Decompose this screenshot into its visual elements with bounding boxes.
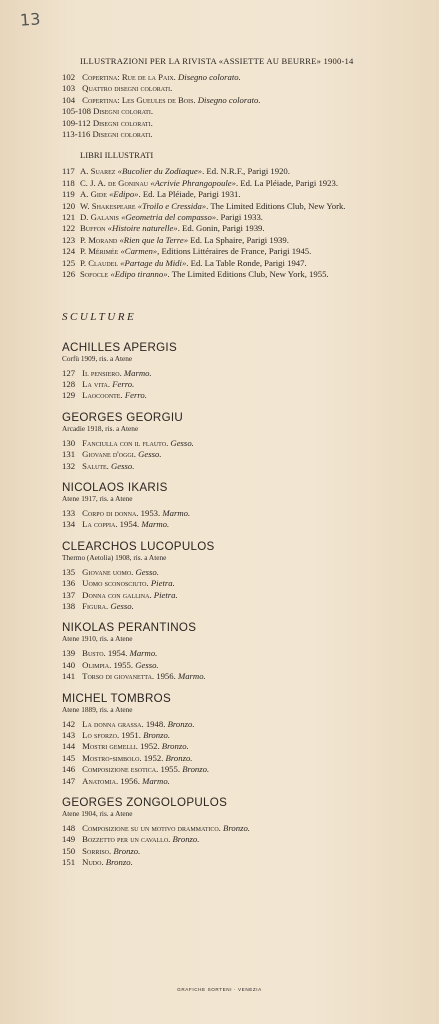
- work-item: [62, 461, 422, 472]
- book-author: Buffon: [80, 223, 106, 234]
- work-material: Pietra.: [150, 578, 175, 589]
- item-name: Disegni colorati.: [93, 106, 154, 117]
- book-edition: . The Limited Editions Club, New York.: [206, 200, 346, 211]
- book-title: «Rien que la Terre»: [119, 234, 189, 245]
- work-item: [62, 368, 422, 379]
- work-item: [62, 823, 422, 834]
- book-author: W. Shakespeare: [80, 200, 136, 211]
- artist-name: NIKOLAS PERANTINOS: [62, 621, 197, 635]
- item-number: 109-112: [62, 117, 91, 128]
- artist-name: GEORGES ZONGOLOPULOS: [62, 796, 228, 810]
- page-number: 13: [19, 9, 41, 30]
- item-title: Rue de la Paix.: [121, 72, 176, 82]
- illustration-item: [62, 129, 422, 140]
- book-item: [62, 201, 422, 212]
- artist-name: GEORGES GEORGIU: [62, 410, 184, 424]
- work-title: Anatomia. 1956.: [82, 775, 140, 786]
- illustration-item: [62, 72, 422, 83]
- book-title: «Troilo e Cressida»: [137, 200, 207, 211]
- book-item: [62, 235, 422, 246]
- book-edition: . Ed. La Pléiade, Parigi 1931.: [138, 189, 241, 200]
- work-item: [62, 519, 422, 530]
- book-author: P. Claudel: [80, 257, 118, 268]
- work-material: Pietra.: [153, 589, 178, 600]
- sculptures-title: SCULTURE: [62, 310, 137, 323]
- artist-birth: Atene 1889, ris. a Atene: [62, 704, 133, 714]
- work-item: [62, 846, 422, 857]
- artist-birth: Atene 1904, ris. a Atene: [62, 809, 133, 819]
- work-material: Bronzo.: [161, 741, 189, 752]
- work-title: Busto. 1954.: [82, 648, 128, 659]
- item-number: 122: [62, 223, 76, 234]
- book-edition: . Parigi 1933.: [216, 212, 263, 223]
- book-author: D. Galanis: [80, 212, 119, 223]
- sculptures-list: [62, 341, 422, 869]
- illustration-item: [62, 106, 422, 117]
- item-number: 102: [62, 72, 76, 82]
- work-material: Bronzo.: [172, 834, 200, 845]
- book-edition: . Ed. N.R.F., Parigi 1920.: [202, 166, 290, 177]
- work-title: Fanciulla con il flauto.: [82, 437, 169, 448]
- book-title: «Acrivie Phrangopoule»: [150, 177, 236, 188]
- book-author: P. Mérimée: [80, 246, 119, 257]
- book-title: «Edipo»: [109, 189, 139, 200]
- book-text: [80, 178, 422, 189]
- work-material: Bronzo.: [143, 730, 171, 740]
- book-item: [62, 223, 422, 234]
- artist-birth: Arcadie 1918, ris. a Atene: [62, 423, 139, 433]
- book-title: «Histoire naturelle»: [107, 223, 178, 234]
- work-material: Bronzo.: [182, 764, 210, 775]
- artist-section: [62, 796, 422, 869]
- work-item: [62, 719, 422, 730]
- printer-footer: GRAFICHE SORTENI · VENEZIA: [177, 987, 262, 992]
- work-title: Sorriso.: [82, 845, 112, 856]
- work-material: Marmo.: [141, 519, 170, 530]
- book-text: [80, 246, 422, 257]
- book-author: P. Morand: [80, 234, 118, 245]
- item-name: Copertina:: [82, 72, 120, 82]
- artist-birth: Corfù 1909, ris. a Atene: [62, 353, 133, 363]
- book-edition: , Editions Littéraires de France, Parigi 1945.: [157, 246, 312, 257]
- work-title: Composizione su un motivo drammatico.: [82, 823, 221, 834]
- work-item: [62, 834, 422, 845]
- work-item: [62, 730, 422, 741]
- work-title: Giovane d'oggi.: [82, 449, 136, 460]
- work-item: [62, 741, 422, 752]
- illustrations-heading: ILLUSTRAZIONI PER LA RIVISTA «ASSIETTE AU BEURRE» 1900-14: [80, 56, 354, 66]
- work-item: [62, 671, 422, 682]
- item-number: 142: [62, 718, 76, 729]
- item-number: 137: [62, 589, 76, 600]
- artist-name: NICOLAOS IKARIS: [62, 480, 168, 494]
- artist-birth: Atene 1917, ris. a Atene: [62, 493, 133, 503]
- book-text: [80, 269, 422, 280]
- book-edition: . Ed. La Pléiade, Parigi 1923.: [235, 177, 338, 188]
- item-number: 117: [62, 166, 75, 177]
- item-name: Disegni colorati.: [92, 129, 153, 140]
- work-material: Gesso.: [135, 659, 159, 670]
- work-material: Bronzo.: [167, 718, 195, 729]
- work-title: Uomo sconosciuto.: [82, 578, 149, 589]
- books-list: [62, 166, 422, 280]
- item-number: 150: [62, 845, 76, 856]
- item-number: 136: [62, 578, 76, 589]
- work-item: [62, 776, 422, 787]
- book-edition: . The Limited Editions Club, New York, 1955.: [167, 269, 329, 280]
- item-number: 140: [62, 659, 76, 670]
- catalogue-content: [62, 56, 422, 878]
- item-number: 145: [62, 752, 76, 763]
- illustrations-list: [62, 72, 422, 140]
- work-title: La coppia. 1954.: [82, 519, 140, 530]
- book-author: C. J. A. de Goninau: [80, 177, 149, 188]
- item-number: 135: [62, 566, 76, 577]
- item-number: 147: [62, 775, 76, 786]
- work-material: Marmo.: [142, 775, 170, 786]
- book-item: [62, 269, 422, 280]
- item-number: 105-108: [62, 106, 91, 117]
- book-text: [80, 201, 422, 212]
- work-item: [62, 660, 422, 671]
- artist-section: [62, 540, 422, 613]
- book-text: [80, 258, 422, 269]
- work-item: [62, 449, 422, 460]
- work-title: Figura.: [82, 600, 109, 611]
- work-item: [62, 379, 422, 390]
- item-number: 124: [62, 246, 76, 257]
- work-material: Bronzo.: [223, 823, 250, 834]
- work-material: Marmo.: [129, 648, 158, 659]
- book-item: [62, 166, 422, 177]
- artist-name: ACHILLES APERGIS: [62, 340, 177, 354]
- item-number: 151: [62, 857, 76, 868]
- item-number: 144: [62, 741, 76, 752]
- work-material: Gesso.: [111, 460, 135, 471]
- work-title: Giovane uomo.: [82, 566, 134, 577]
- book-edition: . Ed. La Table Ronde, Parigi 1947.: [186, 257, 307, 268]
- work-title: Il pensiero.: [82, 367, 122, 378]
- work-material: Bronzo.: [165, 752, 193, 763]
- item-number: 118: [62, 177, 75, 188]
- item-number: 127: [62, 367, 76, 378]
- work-item: [62, 508, 422, 519]
- artist-section: [62, 621, 422, 682]
- book-text: [80, 189, 422, 200]
- work-title: La donna grassa. 1948.: [82, 718, 166, 729]
- item-note: Disegno colorato.: [197, 94, 261, 105]
- work-material: Gesso.: [135, 566, 159, 577]
- artist-name: CLEARCHOS LUCOPULOS: [62, 539, 215, 553]
- book-edition: . Ed. Gonin, Parigi 1939.: [177, 223, 265, 234]
- work-item: [62, 590, 422, 601]
- work-material: Ferro.: [112, 378, 135, 389]
- item-number: 125: [62, 257, 76, 268]
- work-title: Torso di giovanetta. 1956.: [82, 671, 176, 682]
- item-name: Copertina:: [82, 94, 120, 105]
- book-edition: Ed. La Sphaire, Parigi 1939.: [188, 234, 289, 245]
- work-item: [62, 648, 422, 659]
- work-material: Marmo.: [123, 367, 152, 378]
- work-material: Ferro.: [124, 390, 147, 401]
- work-material: Gesso.: [110, 600, 134, 611]
- item-number: 131: [62, 449, 76, 460]
- item-name: Disegni colorati.: [92, 117, 153, 128]
- item-number: 123: [62, 234, 76, 245]
- item-number: 103: [62, 83, 76, 94]
- illustration-item: [62, 118, 422, 129]
- book-title: «Carmen»: [120, 246, 158, 257]
- artist-birth: Atene 1910, ris. a Atene: [62, 634, 133, 644]
- book-text: [80, 166, 422, 177]
- item-number: 139: [62, 648, 76, 659]
- item-name: Quattro disegni colorati.: [82, 83, 173, 94]
- item-number: 128: [62, 378, 76, 389]
- work-title: Donna con gallina.: [82, 589, 152, 600]
- work-item: [62, 753, 422, 764]
- item-number: 126: [62, 269, 76, 280]
- item-number: 148: [62, 823, 76, 834]
- book-item: [62, 212, 422, 223]
- item-number: 149: [62, 834, 76, 845]
- work-title: Composizione esotica. 1955.: [82, 764, 181, 775]
- item-number: 121: [62, 212, 76, 223]
- work-title: Mostri gemelli. 1952.: [82, 741, 160, 752]
- illustration-item: [62, 83, 422, 94]
- work-title: Laocoonte.: [82, 390, 123, 401]
- work-item: [62, 567, 422, 578]
- artist-name: MICHEL TOMBROS: [62, 691, 171, 705]
- item-number: 132: [62, 460, 76, 471]
- book-item: [62, 246, 422, 257]
- item-number: 113-116: [62, 129, 91, 140]
- book-title: «Geometria del compasso»: [121, 212, 217, 223]
- item-number: 141: [62, 671, 76, 682]
- book-author: Sofocle: [80, 269, 109, 280]
- book-title: «Edipo tiranno»: [110, 269, 168, 280]
- work-material: Gesso.: [138, 449, 162, 460]
- book-item: [62, 178, 422, 189]
- artist-section: [62, 341, 422, 402]
- item-number: 138: [62, 600, 76, 611]
- work-material: Marmo.: [177, 671, 206, 682]
- work-title: Olimpia. 1955.: [82, 659, 134, 670]
- item-note: Disegno colorato.: [178, 72, 241, 82]
- book-author: A. Gide: [80, 189, 107, 200]
- work-item: [62, 764, 422, 775]
- books-heading: LIBRI ILLUSTRATI: [80, 150, 154, 161]
- work-material: Bronzo.: [113, 845, 141, 856]
- work-item: [62, 857, 422, 868]
- work-title: Bozzetto per un cavallo.: [82, 834, 171, 845]
- item-number: 134: [62, 519, 76, 530]
- work-title: La vita.: [82, 378, 111, 389]
- work-title: Salute.: [82, 460, 109, 471]
- artist-birth: Thermo (Aetolia) 1908, ris. a Atene: [62, 552, 167, 562]
- work-item: [62, 601, 422, 612]
- artist-section: [62, 481, 422, 531]
- book-title: «Bucolier du Zodiaque»: [117, 166, 203, 177]
- item-number: 120: [62, 200, 76, 211]
- item-number: 104: [62, 94, 76, 105]
- item-number: 146: [62, 764, 76, 775]
- book-text: [80, 235, 422, 246]
- book-title: «Partage du Midi»: [120, 257, 187, 268]
- artist-section: [62, 411, 422, 472]
- work-title: Corpo di donna. 1953.: [82, 507, 161, 518]
- item-number: 119: [62, 189, 75, 200]
- work-material: Bronzo.: [105, 857, 133, 868]
- work-item: [62, 578, 422, 589]
- work-title: Mostro-simbolo. 1952.: [82, 752, 164, 763]
- work-material: Marmo.: [162, 507, 191, 518]
- work-item: [62, 438, 422, 449]
- book-item: [62, 189, 422, 200]
- book-item: [62, 258, 422, 269]
- work-item: [62, 390, 422, 401]
- work-material: Gesso.: [170, 437, 194, 448]
- illustration-item: [62, 95, 422, 106]
- item-number: 130: [62, 437, 76, 448]
- work-title: Nudo.: [82, 857, 104, 868]
- book-text: [80, 223, 422, 234]
- artist-section: [62, 692, 422, 787]
- book-author: A. Suarez: [80, 166, 116, 177]
- item-number: 129: [62, 390, 76, 401]
- item-number: 143: [62, 730, 76, 740]
- book-text: [80, 212, 422, 223]
- item-title: Les Gueules de Bois.: [121, 94, 196, 105]
- work-title: Lo sforzo. 1951.: [82, 730, 141, 740]
- item-number: 133: [62, 507, 76, 518]
